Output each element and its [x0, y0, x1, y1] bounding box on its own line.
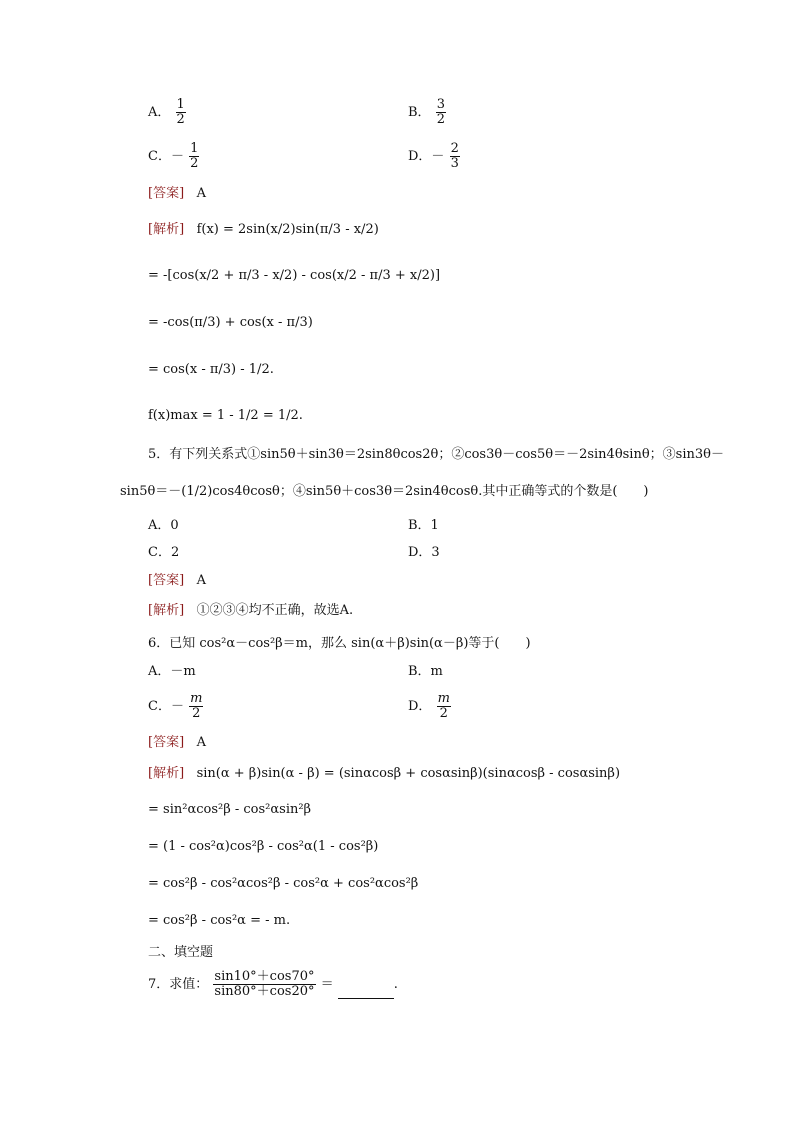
option-label: D．－ [408, 149, 445, 164]
q6-option-d [408, 692, 452, 721]
q7-stem: 7．求值： $\frac{\sin 10^\circ+\cos 70^\circ}{\sin 80^\circ+\cos 20^\circ}$ ＝ . [148, 969, 398, 999]
q5-stem-line2: sin5θ＝－(1/2)cos4θcosθ；④sin5θ＋cos3θ＝2sin4θcosθ.其中正确等式的个数是( ) [120, 484, 649, 499]
q6-answer [148, 735, 206, 751]
numerator: 1 [176, 97, 185, 112]
fraction [176, 98, 186, 127]
q6-stem: 6．已知 cos²α－cos²β＝m，那么 sin(α＋β)sin(α－β)等于( ) [148, 636, 531, 651]
denominator: 2 [192, 706, 201, 721]
q6-analysis-line5: = cos²β - cos²α = - m. [148, 913, 291, 928]
q5-stem-line1: 5．有下列关系式①sin5θ＋sin3θ＝2sin8θcos2θ；②cos3θ－cos5θ＝－2sin4θsinθ；③sin3θ－ [148, 447, 724, 462]
q6-analysis-line2: = sin²αcos²β - cos²αsin²β [148, 802, 312, 817]
q4-option-b [408, 98, 447, 127]
q5-answer [148, 573, 206, 589]
denominator: 3 [450, 156, 459, 171]
q4-analysis-line4: = cos(x - π/3) - 1/2. [148, 362, 274, 377]
answer-value: A [196, 186, 206, 201]
option-label: D． [408, 699, 432, 714]
question-label: 7．求值： [148, 977, 209, 992]
numerator: m [437, 691, 450, 706]
answer-tag: [答案] [148, 735, 185, 750]
q4-option-c [148, 142, 200, 171]
q5-option-b: B．1 [408, 518, 439, 533]
analysis-tag: [解析] [148, 603, 185, 618]
q5-option-a: A．0 [148, 518, 179, 533]
denominator: 2 [439, 706, 448, 721]
numerator: 1 [190, 141, 199, 156]
fraction [436, 98, 446, 127]
numerator: m [190, 691, 203, 706]
answer-blank[interactable] [338, 998, 394, 999]
numerator: 3 [436, 97, 445, 112]
q4-analysis-line3: = -cos(π/3) + cos(x - π/3) [148, 315, 313, 330]
q6-option-b: B．m [408, 664, 443, 679]
analysis-tag: [解析] [148, 766, 185, 781]
fraction [189, 692, 203, 721]
answer-value: A [196, 735, 206, 750]
analysis-text: sin(α + β)sin(α - β) = (sinαcosβ + cosαsinβ)(sinαcosβ - cosαsinβ) [196, 766, 621, 781]
analysis-text: ①②③④均不正确，故选A. [196, 603, 354, 618]
numerator: sin10°＋cos70° [214, 969, 315, 984]
analysis-text: f(x) = 2sin(x/2)sin(π/3 - x/2) [196, 222, 379, 237]
option-label: C．－ [148, 149, 184, 164]
answer-value: A [196, 573, 206, 588]
denominator: 2 [176, 112, 185, 127]
equals-sign: ＝ [320, 977, 334, 992]
denominator: sin80°＋cos20° [214, 984, 315, 999]
denominator: 2 [436, 112, 445, 127]
option-label: B． [408, 105, 431, 120]
q4-analysis-line2: = -[cos(x/2 + π/3 - x/2) - cos(x/2 - π/3 + x/2)] [148, 268, 441, 283]
q6-analysis-line3: = (1 - cos²α)cos²β - cos²α(1 - cos²β) [148, 839, 379, 854]
q4-analysis-line1 [148, 222, 379, 238]
answer-tag: [答案] [148, 573, 185, 588]
fraction [213, 970, 315, 999]
answer-tag: [答案] [148, 186, 185, 201]
option-label: A． [148, 105, 171, 120]
option-label: C．－ [148, 699, 184, 714]
q6-option-a: A．－m [148, 664, 196, 679]
q5-analysis [148, 603, 353, 619]
q4-analysis-line5: f(x)max = 1 - 1/2 = 1/2. [148, 408, 303, 423]
q6-analysis-line1 [148, 766, 620, 782]
q4-answer [148, 186, 206, 202]
denominator: 2 [190, 156, 199, 171]
q6-option-c [148, 692, 204, 721]
q4-option-a [148, 98, 187, 127]
q6-analysis-line4: = cos²β - cos²αcos²β - cos²α + cos²αcos²β [148, 876, 419, 891]
analysis-tag: [解析] [148, 222, 185, 237]
section-title: 二、填空题 [148, 945, 214, 960]
fraction [437, 692, 451, 721]
fraction [450, 142, 460, 171]
q4-option-d [408, 142, 461, 171]
numerator: 2 [450, 141, 459, 156]
q5-option-d: D．3 [408, 545, 440, 560]
fraction [189, 142, 199, 171]
q5-option-c: C．2 [148, 545, 180, 560]
